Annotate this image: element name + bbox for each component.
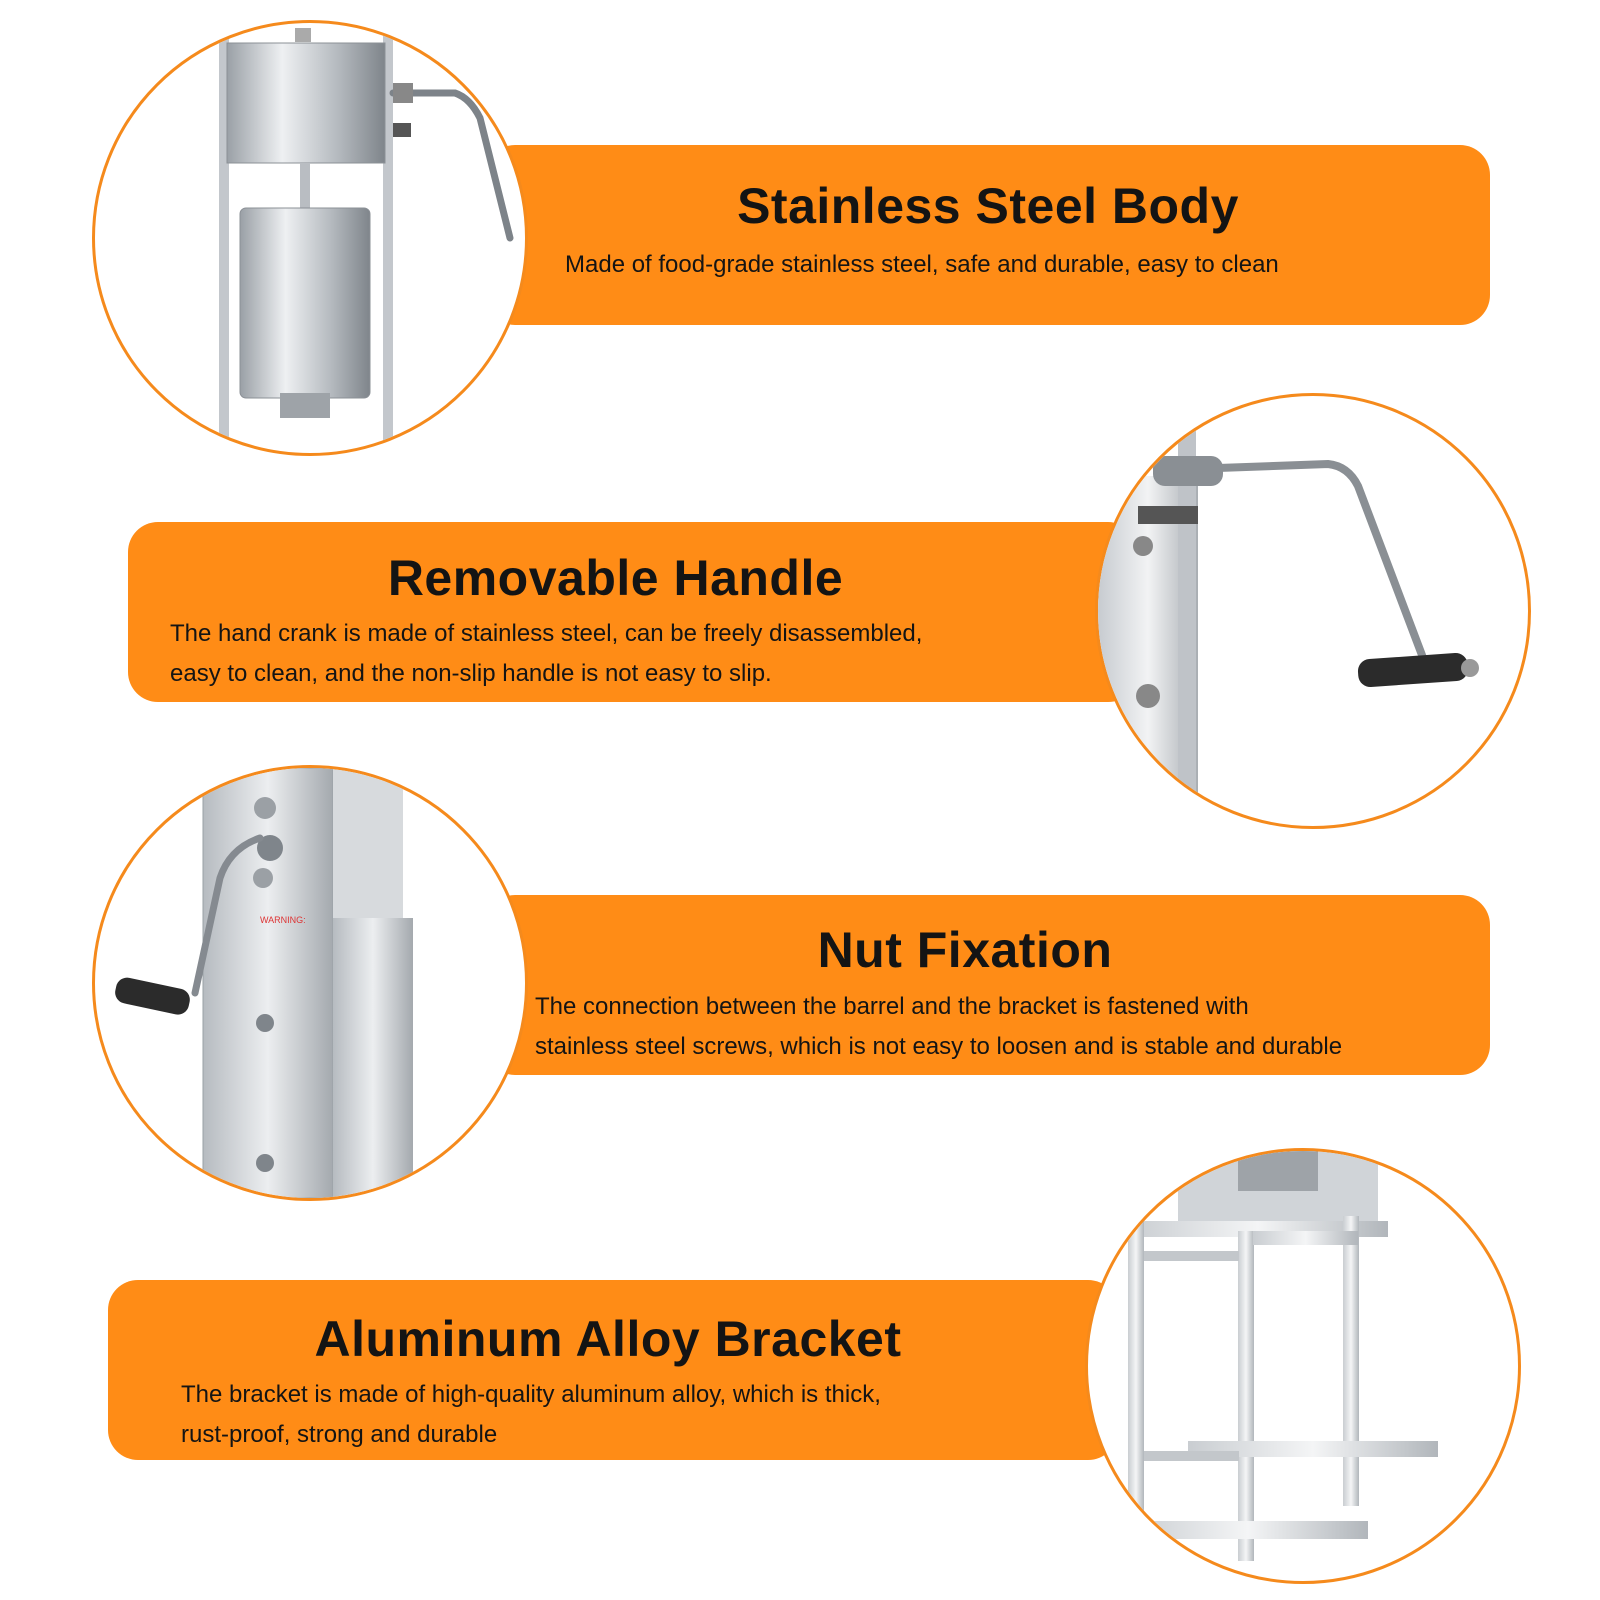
- juicer-body-image: [92, 20, 528, 456]
- hand-crank-image: [1095, 393, 1531, 829]
- feature-description: easy to clean, and the non-slip handle is not easy to slip.: [170, 660, 772, 687]
- feature-description: The hand crank is made of stainless steel, can be freely disassembled,: [170, 620, 923, 647]
- feature-description: The connection between the barrel and the bracket is fastened with: [535, 993, 1249, 1020]
- feature-title: Removable Handle: [387, 550, 844, 606]
- feature-title: Stainless Steel Body: [737, 178, 1239, 234]
- feature-description: The bracket is made of high-quality aluminum alloy, which is thick,: [181, 1381, 881, 1408]
- feature-description: rust-proof, strong and durable: [181, 1421, 498, 1448]
- feature-description: Made of food-grade stainless steel, safe and durable, easy to clean: [565, 251, 1279, 278]
- juicer-body-icon: [95, 23, 525, 453]
- aluminum-bracket-icon: [1088, 1151, 1518, 1581]
- feature-title: Nut Fixation: [817, 922, 1113, 978]
- feature-banner-stainless-steel: [485, 145, 1490, 325]
- feature-description: stainless steel screws, which is not easy to loosen and is stable and durable: [535, 1033, 1343, 1060]
- nut-bolt-icon: [95, 768, 525, 1198]
- warning-label: WARNING:: [260, 915, 306, 925]
- feature-title: Aluminum Alloy Bracket: [314, 1311, 902, 1367]
- nut-fixation-image: [92, 765, 528, 1201]
- aluminum-bracket-image: [1085, 1148, 1521, 1584]
- feature-banner-aluminum-bracket: [108, 1280, 1118, 1460]
- feature-banner-nut-fixation: [485, 895, 1490, 1075]
- feature-banner-removable-handle: [128, 522, 1138, 702]
- hand-crank-icon: [1098, 396, 1528, 826]
